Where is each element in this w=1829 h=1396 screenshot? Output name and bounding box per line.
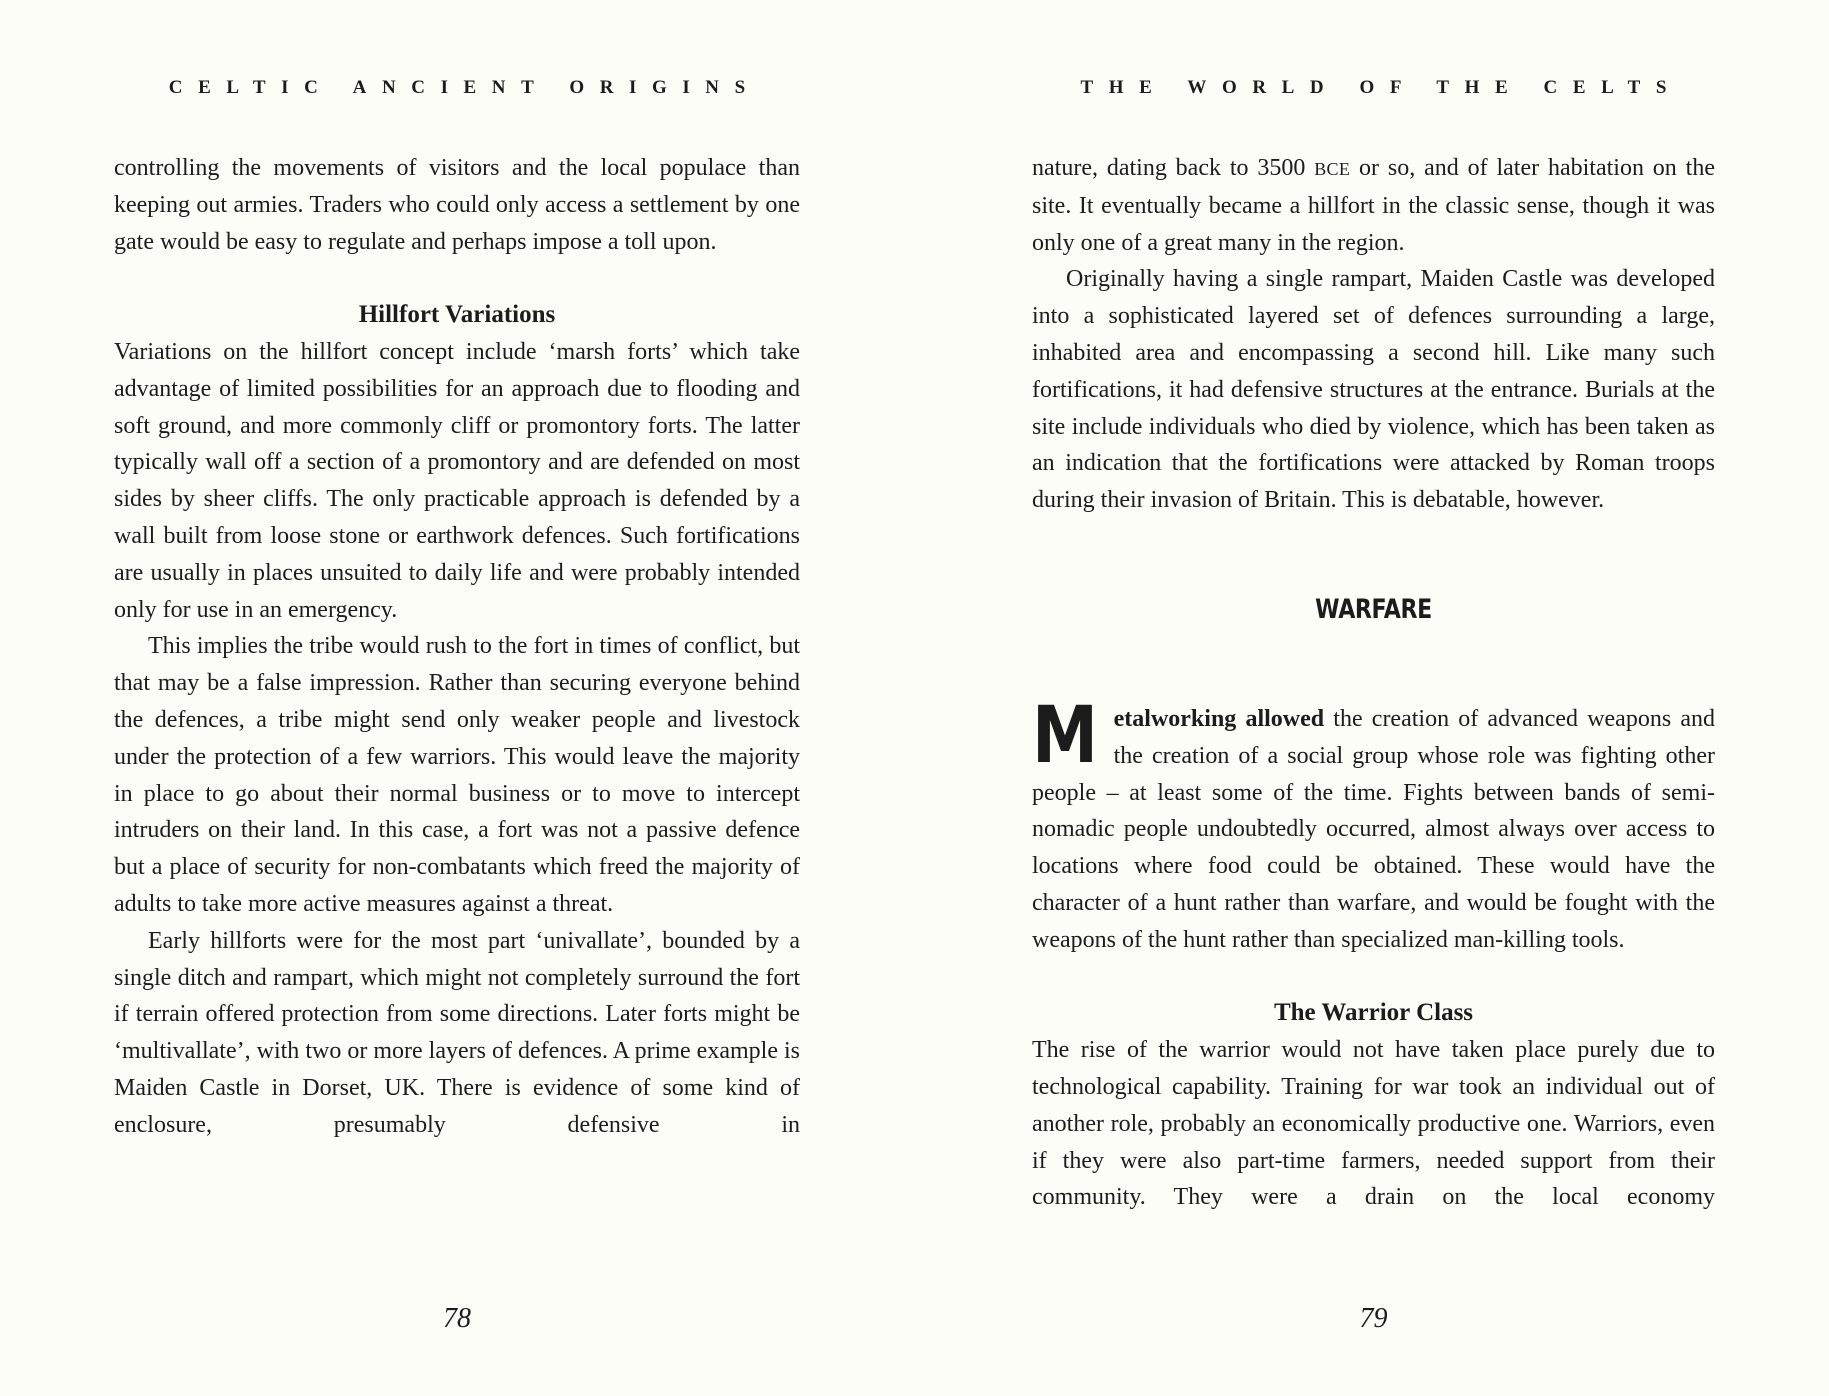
paragraph: Variations on the hillfort concept include ‘marsh forts’ which take advantage of limited possibilities for an approach due to flooding and soft ground, and more commonly cliff or promontory forts. The latter typically wall off a section of a promontory and are defended on most sides by sheer cliffs. The only practicable approach is defended by a wall built from loose stone or earthwork defences. Such fortifications are usually in places unsuited to daily life and were probably intended only for use in an emergency. [114, 338, 800, 623]
paragraph-text: nature, dating back to 3500 [1032, 155, 1315, 181]
paragraph-text: the creation of advanced weapons and the creation of a social group whose role was fighting other people – at least some of the time. Fights between bands of semi-nomadic people undoubtedly occurred, almost always over access to locations where food could be obtained. These would have the character of a hunt rather than warfare, and would be fought with the weapons of the hunt rather than specialized man-killing tools. [1032, 705, 1715, 953]
paragraph: The rise of the warrior would not have taken place purely due to technological capability. Training for war took an individual out of another role, probably an economically productive one. Warriors, even if they were also part-time farmers, needed support from their community. They were a drain on the local economy [1032, 1037, 1715, 1211]
drop-cap: M [1032, 690, 1098, 781]
lead-in-words: etalworking allowed [1113, 705, 1325, 732]
left-page [114, 0, 800, 1396]
era-abbreviation: BCE [1314, 159, 1351, 179]
paragraph [1032, 150, 1715, 261]
right-page-body [1032, 150, 1715, 1216]
left-page-body [114, 150, 800, 1144]
page-number-right: 79 [1359, 1303, 1388, 1334]
paragraph: Early hillforts were for the most part ‘univallate’, bounded by a single ditch and rampart, which might not completely surround the fort if terrain offered protection from some directions. Later forts might be ‘multivallate’, with two or more layers of defences. A prime example is Maiden Castle in Dorset, UK. There is evidence of some kind of enclosure, presumably defensive in [114, 927, 800, 1138]
subheading-warrior-class: The Warrior Class [1273, 999, 1474, 1027]
paragraph [1032, 690, 1715, 959]
spacer [114, 260, 800, 297]
running-head-left: CELTIC ANCIENT ORIGINS [168, 77, 761, 98]
running-head-right: THE WORLD OF THE CELTS [1080, 77, 1683, 98]
page-number-left: 78 [443, 1303, 471, 1334]
subheading-hillfort-variations: Hillfort Variations [358, 301, 556, 329]
paragraph-text: or so, and of later habitation on the site. It eventually became a hillfort in the classic sense, though it was only one of a great many in the region. [1032, 155, 1715, 256]
right-page [1032, 0, 1715, 1396]
paragraph: controlling the movements of visitors and the local populace than keeping out armies. Traders who could only access a settlement by one gate would be easy to regulate and perhaps impose a toll upon. [114, 155, 800, 255]
spacer [1032, 628, 1715, 701]
paragraph: Originally having a single rampart, Maiden Castle was developed into a sophisticated layered set of defences surrounding a large, inhabited area and encompassing a second hill. Like many such fortifications, it had defensive structures at the entrance. Burials at the site include individuals who died by violence, which has been taken as an indication that the fortifications were attacked by Roman troops during their invasion of Britain. This is debatable, however. [1032, 266, 1715, 514]
section-title-warfare: WARFARE [1315, 593, 1432, 625]
paragraph: This implies the tribe would rush to the fort in times of conflict, but that may be a false impression. Rather than securing everyone behind the defences, a tribe might send only weaker people and livestock under the protection of a few warriors. This would leave the majority in place to go about their normal business or to move to intercept intruders on their land. In this case, a fort was not a passive defence but a place of security for non-combatants which freed the majority of adults to take more active measures against a threat. [114, 633, 800, 917]
spacer [1032, 519, 1715, 592]
spacer [1032, 959, 1715, 996]
